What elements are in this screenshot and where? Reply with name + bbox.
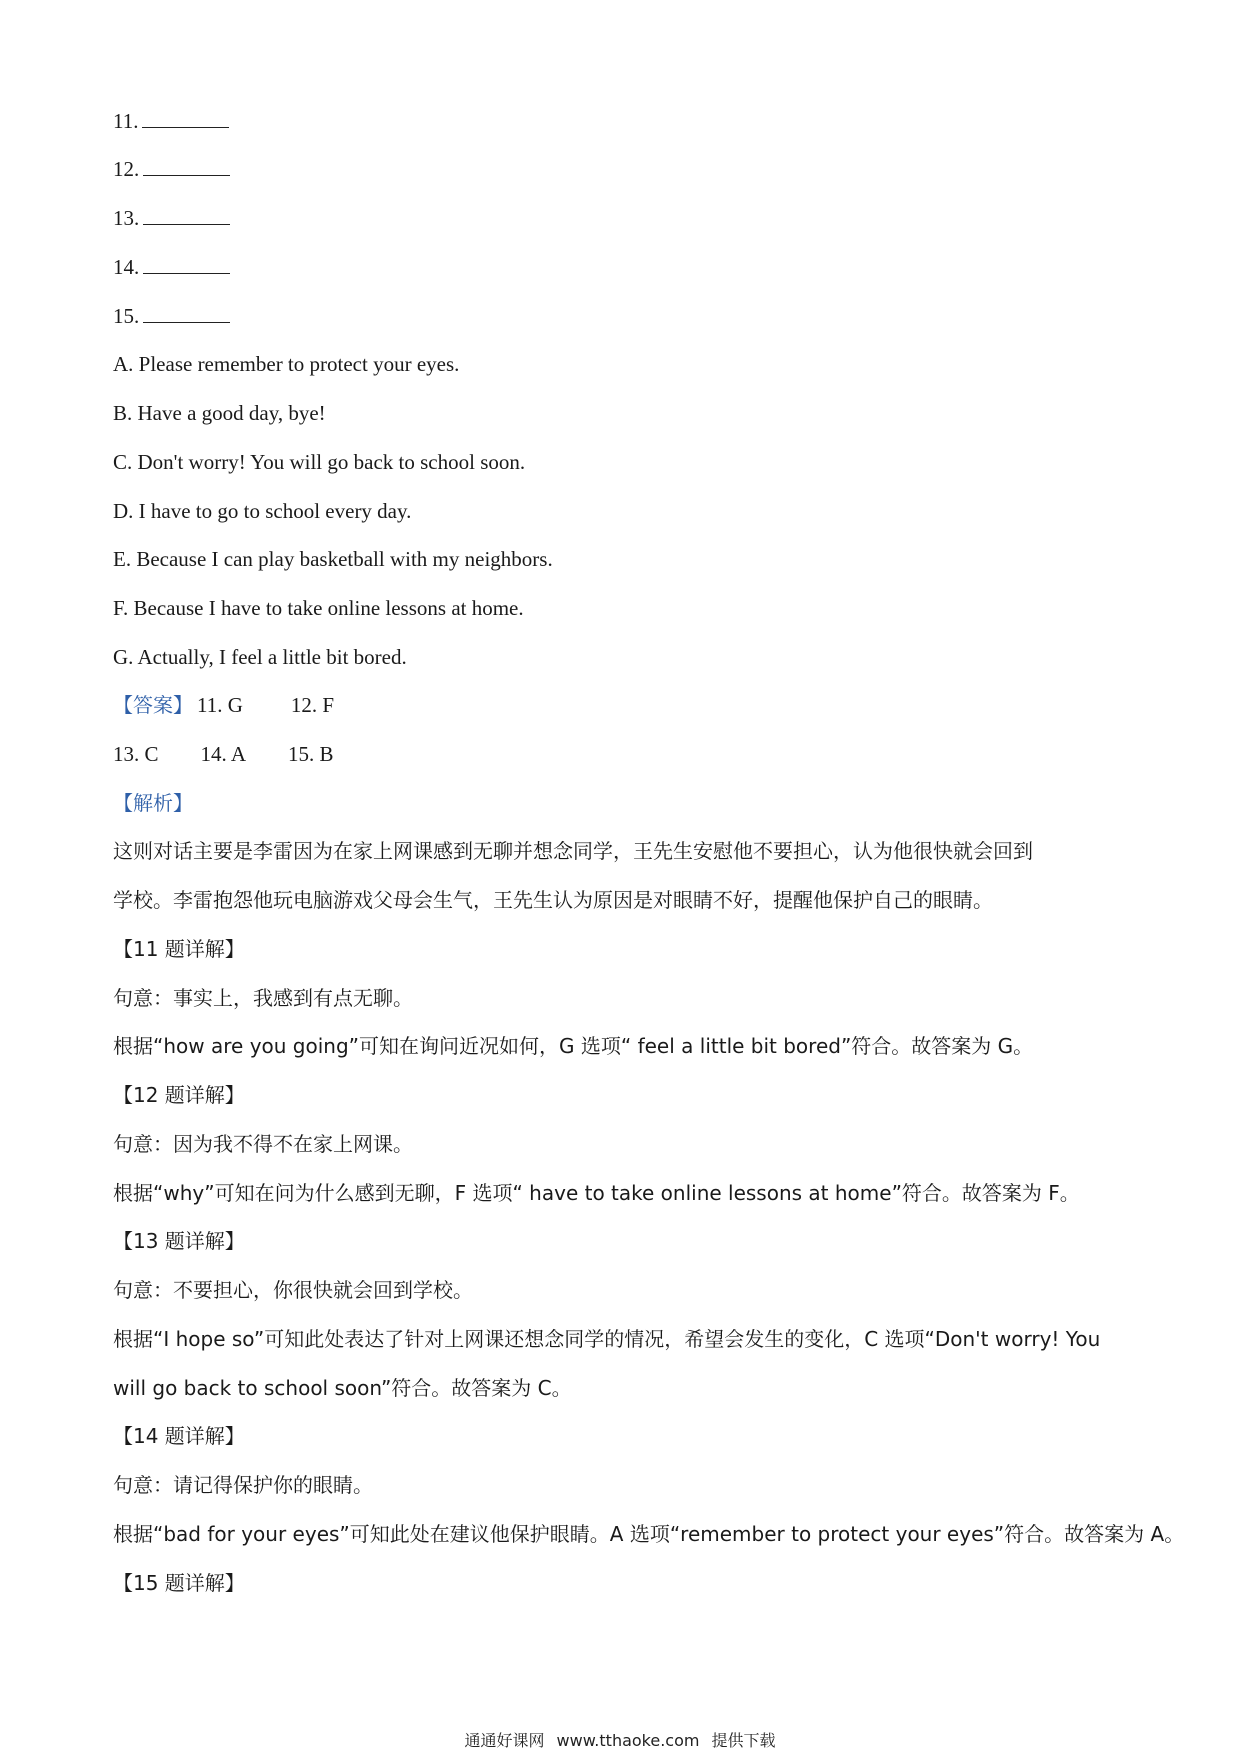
detail-13-explanation-2: will go back to school soon”符合。故答案为 C。 — [113, 1376, 572, 1400]
detail-14-explanation: 根据“bad for your eyes”可知此处在建议他保护眼睛。A 选项“remember to protect your eyes”符合。故答案为 A。 — [113, 1522, 1185, 1546]
analysis-tag: 【解析】 — [113, 791, 193, 815]
blank-13: 13. — [113, 205, 230, 231]
answer-row-1 — [113, 692, 334, 718]
option-a: A. Please remember to protect your eyes. — [113, 352, 460, 376]
answer-15: 15. B — [288, 742, 334, 766]
detail-13-explanation-1: 根据“I hope so”可知此处表达了针对上网课还想念同学的情况，希望会发生的变化，C 选项“Don't worry! You — [113, 1327, 1101, 1351]
detail-11-explanation: 根据“how are you going”可知在询问近况如何，G 选项“ feel a little bit bored”符合。故答案为 G。 — [113, 1034, 1034, 1058]
detail-14-meaning: 句意：请记得保护你的眼睛。 — [113, 1473, 373, 1497]
detail-14-heading: 【14 题详解】 — [113, 1424, 245, 1448]
blank-11: 11. — [113, 108, 229, 134]
analysis-summary-line-2: 学校。李雷抱怨他玩电脑游戏父母会生气，王先生认为原因是对眼睛不好，提醒他保护自己的眼睛。 — [113, 888, 993, 912]
footer-url[interactable]: www.tthaoke.com — [556, 1731, 700, 1750]
blank-15: 15. — [113, 303, 230, 329]
detail-11-heading: 【11 题详解】 — [113, 937, 245, 961]
detail-13-heading: 【13 题详解】 — [113, 1229, 245, 1253]
detail-12-explanation: 根据“why”可知在问为什么感到无聊，F 选项“ have to take online lessons at home”符合。故答案为 F。 — [113, 1181, 1080, 1205]
detail-11-meaning: 句意：事实上，我感到有点无聊。 — [113, 986, 413, 1010]
answer-tag: 【答案】 — [113, 693, 193, 717]
page-footer — [0, 1728, 1240, 1751]
answer-row-2 — [113, 741, 334, 767]
option-f: F. Because I have to take online lessons at home. — [113, 596, 524, 620]
option-b: B. Have a good day, bye! — [113, 401, 326, 425]
analysis-summary-line-1: 这则对话主要是李雷因为在家上网课感到无聊并想念同学，王先生安慰他不要担心，认为他很快就会回到 — [113, 839, 1033, 863]
footer-site-name: 通通好课网 — [464, 1731, 545, 1750]
answer-12: 12. F — [290, 693, 335, 717]
option-c: C. Don't worry! You will go back to school soon. — [113, 450, 526, 474]
answer-11: 11. G — [197, 693, 243, 717]
detail-12-meaning: 句意：因为我不得不在家上网课。 — [113, 1132, 413, 1156]
blank-14: 14. — [113, 254, 230, 280]
detail-13-meaning: 句意：不要担心，你很快就会回到学校。 — [113, 1278, 473, 1302]
footer-note: 提供下载 — [711, 1731, 776, 1750]
answer-14: 14. A — [200, 742, 247, 766]
option-d: D. I have to go to school every day. — [113, 499, 412, 523]
answer-13: 13. C — [113, 742, 159, 766]
option-g: G. Actually, I feel a little bit bored. — [113, 645, 407, 669]
detail-15-heading: 【15 题详解】 — [113, 1571, 245, 1595]
option-e: E. Because I can play basketball with my neighbors. — [113, 547, 553, 571]
detail-12-heading: 【12 题详解】 — [113, 1083, 245, 1107]
blank-12: 12. — [113, 156, 230, 182]
